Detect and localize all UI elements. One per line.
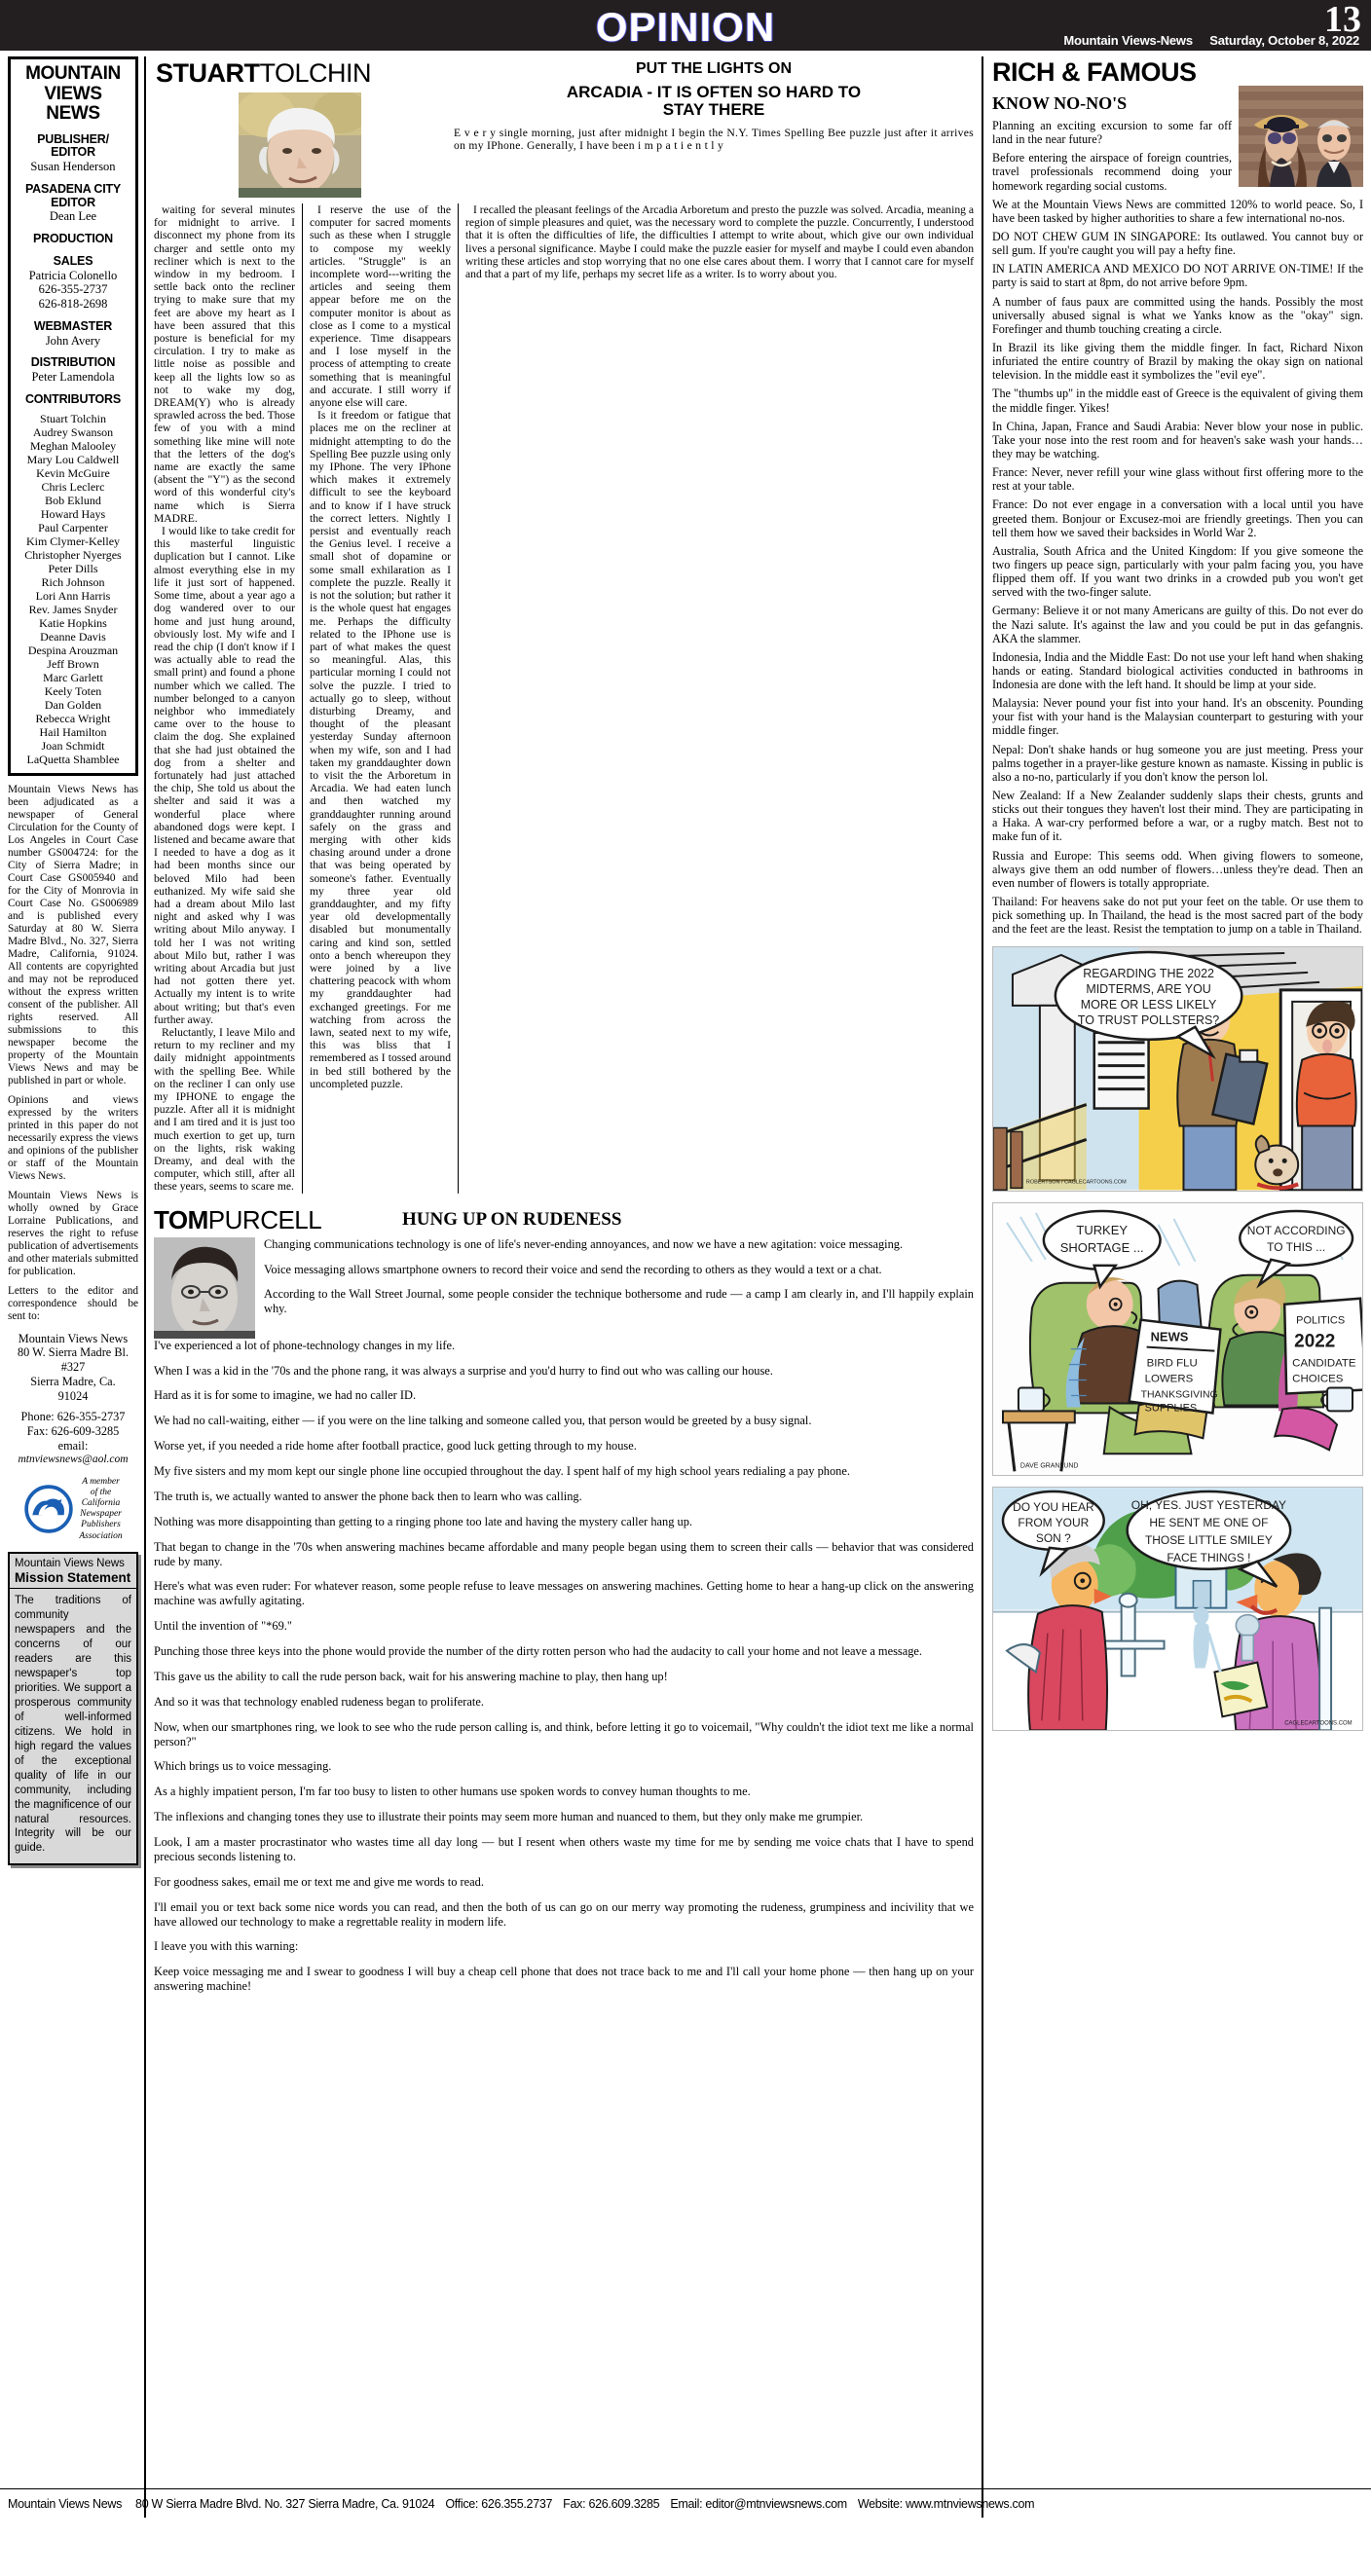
purcell-paragraph: My five sisters and my mom kept our single phone line occupied throughout the day. I spent half of my high school years redialing a pay phone. — [154, 1464, 850, 1479]
contributor-name: Deanne Davis — [40, 630, 106, 644]
publisher-name: Susan Henderson — [30, 160, 116, 174]
masthead-title-box — [8, 56, 138, 776]
tolchin-column-2 — [302, 203, 458, 1194]
purcell-byline-last: PURCELL — [207, 1204, 322, 1234]
tolchin-paragraph: I would like to take credit for this masterful linguistic duplication but I cannot. Like almost everything else in my life it just sort of happened. Some time, about a year ago a dog wandered over to our home and just hung around, obviously lost. My wife and I read the chip (I don't know if I was actually able to read the small print) and found a phone number which we called. The number belonged to a canyon neighbor who immediately came over to the house to claim the dog. She explained that she had just obtained the dog from a shelter and fortunately had just attached the chip, She told us about the shelter and said it was a wonderful place where abandoned dogs were kept. I listened and became aware that I needed to have a dog as it had been months since our beloved Milo had been euthanized. My wife said she had a dream about Milo last night and asked why I was writing about Milo anyway. I told her I was not writing about Milo but, rather I was writing about Arcadia but just had not gotten there yet. Actually my intent is to write about writing; but that's even further away. — [154, 525, 295, 1026]
rich-famous-couple-photo — [1239, 86, 1363, 187]
pollster-cartoon-signature: ROBERTSON / CAGLECARTOONS.COM — [1025, 1179, 1127, 1186]
tolchin-paragraph: waiting for several minutes for midnight to arrive. I disconnect my phone from its charger and settle onto my recliner which is next to the window in my bedroom. I settle back onto the recliner trying to make sure that my feet are above my heart as I have been assured that this posture is beneficial for my circulation. I try to make as little noise as possible and keep all the lights low so as not to wake my dog, DREAM(Y) who is already sprawled across the bed. Those few of you with a mind something like mine will note that the letters of the dog's name are exactly the same (absent the "Y") as the second word of this wonderful city's name which is Sierra MADRE. — [154, 203, 295, 525]
purcell-paragraph: Look, I am a master procrastinator who wastes time all day long — but I resent when others waste my time for me by sending me voice chats that I have to spend precious seconds listening to. — [154, 1835, 974, 1863]
tolchin-kicker: PUT THE LIGHTS ON — [636, 60, 792, 77]
rich-famous-paragraph: Germany: Believe it or not many Americans are guilty of this. Do not ever do the Nazi salute. It's against the law and you could be put in das gefangnis. AKA the slammer. — [992, 604, 1363, 645]
footer-fax: Fax: 626.609.3285 — [563, 2496, 660, 2511]
legal-notice — [8, 784, 138, 1322]
tolchin-column-3 — [458, 203, 974, 1194]
purcell-byline — [154, 1204, 383, 1234]
rich-famous-paragraph: Nepal: Don't shake hands or hug someone you are just meeting. Press your palms together in a prayer-like gesture known as namaste. Kissing in public is also a no-no, particularly if you don't know the person lol. — [992, 742, 1363, 784]
turkey-shortage-cartoon — [992, 1202, 1363, 1476]
svg-text:OH, YES. JUST YESTERDAY: OH, YES. JUST YESTERDAY — [1130, 1497, 1287, 1512]
pasadena-editor-label-line2: EDITOR — [51, 195, 95, 209]
cnpa-line: Publishers — [81, 1520, 121, 1530]
tolchin-byline-last: TOLCHIN — [259, 58, 372, 88]
cnpa-line: California — [81, 1497, 121, 1508]
purcell-paragraph: That began to change in the '70s when answering machines became affordable and many people began using them to screen their calls — behavior that was considered rude by many. — [154, 1539, 974, 1568]
svg-text:TO THIS ...: TO THIS ... — [1267, 1239, 1326, 1254]
contributor-name: Despina Arouzman — [27, 644, 119, 658]
contributor-name: Katie Hopkins — [39, 616, 107, 631]
svg-text:SHORTAGE ...: SHORTAGE ... — [1059, 1239, 1144, 1255]
tolchin-byline-first: STUART — [156, 58, 260, 88]
contributor-name: Chris Leclerc — [41, 479, 105, 494]
rich-famous-paragraph: New Zealand: If a New Zealander suddenly slaps their chests, grunts and sticks out their tongues they haven't lost their mind. They are participating in a Haka. A war-cry performed before a war, or a rugby match. Best not to make fun of it. — [992, 789, 1363, 844]
rich-famous-paragraph: Planning an exciting excursion to some far off land in the near future? — [992, 119, 1232, 147]
purcell-paragraph: Nothing was more disappointing than getting to a ringing phone too late and having the mystery caller hang up. — [154, 1514, 692, 1528]
svg-text:THANKSGIVING: THANKSGIVING — [1140, 1389, 1218, 1401]
purcell-paragraph: Changing communications technology is one of life's never-ending annoyances, and now we have a new agitation: voice messaging. — [264, 1236, 904, 1251]
svg-text:MORE OR LESS LIKELY: MORE OR LESS LIKELY — [1080, 998, 1217, 1012]
rich-famous-paragraph: France: Do not ever engage in a conversation with a local until you have greeted them. Bonjour or Excusez-moi are friendly greetings. Then you can tell them how we saved their backsides in World War 2. — [992, 497, 1363, 539]
svg-text:SON ?: SON ? — [1035, 1530, 1071, 1545]
purcell-body-text — [154, 1339, 974, 1994]
svg-text:LOWERS: LOWERS — [1144, 1373, 1194, 1385]
tolchin-paragraph: Is it freedom or fatigue that places me on the recliner at midnight attempting to do the Spelling Bee puzzle using only my IPhone. The very IPhone which makes it extremely difficult to see the keyboard and to know if I have struck the correct letters. Nightly I persist and eventually reach the Genius level. I receive a small shot of dopamine or some small exhilaration as I complete the puzzle. Really it is not the solution; but rather it is the whole quest hat engages me. Perhaps the difficulty related to the IPhone use is part of what makes the quest so meaningful. Alas, this particular morning I could not solve the puzzle. I tried to actually go to sleep, without disturbing Dreamy, and thought of the pleasant yesterday Sunday afternoon when my wife, son and I had taken my granddaughter down to visit the the Arboretum in Arcadia. We had eaten lunch and then watched my granddaughter running around safely on the grass and merging with other kids chasing around under a drone that was being operated by someone's father. Eventually my three year old granddaughter, and my fifty year old developmentally disabled but monumentally caring and kind son, settled onto a bench whereupon they were joined by a live chattering peacock with whom my granddaughter had exchanged greetings. For me watching from across the lawn, seated next to my wife, this was bliss that I remembered as I tossed around in bed still bothered by the uncompleted puzzle. — [310, 409, 451, 1090]
address-line: #327 — [60, 1360, 86, 1375]
address-line: Sierra Madre, Ca. — [30, 1374, 116, 1388]
legal-paragraph: Letters to the editor and correspondence should be sent to: — [8, 1284, 138, 1322]
rich-famous-paragraph: Indonesia, India and the Middle East: Do not use your left hand when shaking hands or eating. Standard biological activities conducted in bathrooms in Indonesia are done with the left hand. It should be limp at your side. — [992, 649, 1363, 692]
svg-text:HE SENT ME ONE OF: HE SENT ME ONE OF — [1149, 1515, 1269, 1529]
contributor-name: Jeff Brown — [47, 657, 99, 672]
smiley-cartoon-signature: CAGLECARTOONS.COM — [1284, 1720, 1352, 1727]
rich-famous-paragraph: Australia, South Africa and the United Kingdom: If you give someone the two fingers up peace sign, particularly with your palm facing you, you have flipped them off. If you want two drinks in a crowded pub you won't get served with the two-finger salute. — [992, 543, 1363, 600]
address-line: Mountain Views News — [18, 1331, 129, 1345]
purcell-paragraph: And so it was that technology enabled rudeness began to proliferate. — [154, 1694, 484, 1709]
sales-phone-2: 626-818-2698 — [38, 297, 108, 312]
purcell-paragraph: Keep voice messaging me and I swear to goodness I will buy a cheap cell phone that does not trace back to me and I'll call your home phone — then hang up on your answering machine! — [154, 1965, 974, 1994]
svg-text:CANDIDATE: CANDIDATE — [1292, 1357, 1356, 1370]
contributor-name: Keely Toten — [44, 684, 102, 699]
rich-famous-paragraph: A number of faus paux are committed using the hands. Possibly the most universally abused signal is what we Yanks know as the "okay" sign. Forefinger and thumb touching creating a circle. — [992, 294, 1363, 336]
purcell-intro-text — [264, 1237, 974, 1339]
cnpa-line: of the — [90, 1487, 112, 1497]
rich-famous-paragraph: Before entering the airspace of foreign countries, travel professionals recommend doing your homework regarding social customs. — [992, 151, 1232, 193]
svg-text:2022: 2022 — [1294, 1331, 1336, 1352]
cnpa-line: A member — [82, 1476, 120, 1487]
footer-email[interactable]: Email: editor@mtnviewsnews.com — [670, 2496, 847, 2511]
purcell-paragraph: The truth is, we actually wanted to answer the phone back then to learn who was calling. — [154, 1489, 582, 1503]
contributor-name: Dan Golden — [44, 698, 102, 713]
mission-body: The traditions of community newspapers and the concerns of our readers are this newspaper's top priorities. We support a prosperous community of well-informed citizens. We hold in high regard the values of the exceptional quality of life in our community, including the magnificence of our natural resources. Integrity will be our guide. — [10, 1588, 136, 1863]
purcell-paragraph: I've experienced a lot of phone-technology changes in my life. — [154, 1338, 456, 1352]
contributor-name: Mary Lou Caldwell — [26, 452, 120, 466]
purcell-paragraph: This gave us the ability to call the rude person back, wait for his answering machine to play, then hang up! — [154, 1669, 668, 1683]
masthead-column — [8, 56, 144, 2518]
page-body — [0, 51, 1371, 2518]
tolchin-headline-line1: ARCADIA - IT IS OFTEN SO HARD TO — [566, 83, 862, 101]
fax-number: Fax: 626-609-3285 — [26, 1424, 120, 1439]
contributor-name: Paul Carpenter — [38, 520, 108, 534]
svg-text:TO TRUST POLLSTERS?: TO TRUST POLLSTERS? — [1077, 1013, 1220, 1028]
cnpa-membership — [8, 1477, 138, 1542]
mission-title-line2: Mission Statement — [15, 1569, 131, 1585]
right-column — [982, 56, 1363, 2518]
svg-text:DO YOU HEAR: DO YOU HEAR — [1013, 1499, 1094, 1514]
sales-phone-1: 626-355-2737 — [38, 282, 108, 297]
header-publication: Mountain Views-News — [1063, 33, 1193, 48]
footer-office: Office: 626.355.2737 — [445, 2496, 553, 2511]
contributor-name: Kevin McGuire — [36, 465, 110, 480]
cnpa-line: Association — [79, 1530, 123, 1541]
contributor-name: Hail Hamilton — [39, 725, 107, 740]
pasadena-editor-label-line1: PASADENA CITY — [24, 181, 122, 196]
contributor-name: Peter Dills — [48, 561, 98, 575]
svg-text:NOT ACCORDING: NOT ACCORDING — [1246, 1223, 1346, 1237]
purcell-article-header — [154, 1204, 974, 1234]
page-number: 13 — [1324, 0, 1361, 40]
svg-text:SUPPLIES: SUPPLIES — [1144, 1402, 1198, 1415]
masthead-title-line-1: MOUNTAIN — [25, 63, 121, 84]
address-line: 91024 — [57, 1388, 89, 1403]
page-title: OPINION — [595, 4, 776, 50]
stuart-tolchin-portrait — [239, 92, 361, 198]
svg-text:FACE THINGS !: FACE THINGS ! — [1167, 1550, 1251, 1564]
purcell-paragraph: Until the invention of "*69." — [154, 1619, 292, 1634]
rich-famous-paragraph: In Brazil its like giving them the middle finger. In fact, Richard Nixon infuriated the entire country of Brazil by making the okay sign on national television. In the middle east it symbolizes the "evil eye". — [992, 340, 1363, 383]
tolchin-column-1 — [154, 203, 302, 1194]
svg-text:REGARDING THE 2022: REGARDING THE 2022 — [1083, 967, 1214, 981]
contributor-name: Meghan Malooley — [29, 438, 117, 453]
purcell-paragraph: As a highly impatient person, I'm far too busy to listen to other humans use spoken words to convey human thoughts to me. — [154, 1785, 751, 1799]
purcell-paragraph: When I was a kid in the '70s and the phone rang, it was always a surprise and you'd hurry to find out who was calling our house. — [154, 1363, 773, 1378]
purcell-paragraph: I leave you with this warning: — [154, 1939, 299, 1954]
phone-number: Phone: 626-355-2737 — [20, 1410, 126, 1424]
svg-text:THOSE LITTLE SMILEY: THOSE LITTLE SMILEY — [1144, 1532, 1273, 1547]
address-line: 80 W. Sierra Madre Bl. — [17, 1345, 130, 1360]
pollster-cartoon — [992, 946, 1363, 1191]
tolchin-paragraph: I reserve the use of the computer for sacred moments such as these when I struggle to compose my weekly articles. "Struggle" is an incomplete word---writing the articles and seeing them appear before me on the computer monitor is about as close as I come to a mystical experience. Time disappears and I lose myself in the process of attempting to create something that is meaningful and accurate. I still worry if anyone else will care. — [310, 203, 451, 410]
california-bear-logo-icon — [23, 1484, 74, 1534]
purcell-paragraph: Voice messaging allows smartphone owners to record their voice and send the recording to others as they would a text or a chat. — [264, 1262, 882, 1276]
mission-header — [10, 1554, 136, 1589]
footer-address: 80 W Sierra Madre Blvd. No. 327 Sierra Madre, Ca. 91024 — [135, 2496, 435, 2511]
svg-text:MIDTERMS, ARE YOU: MIDTERMS, ARE YOU — [1086, 982, 1211, 997]
contributor-name: Lori Ann Harris — [35, 588, 111, 603]
sales-name: Patricia Colonello — [28, 268, 118, 282]
publisher-label: PUBLISHER/ EDITOR — [37, 131, 109, 160]
rich-famous-paragraph: We at the Mountain Views News are committed 120% to world peace. So, I have been tasked by higher authorities to share a few international no-nos. — [992, 197, 1363, 225]
contributor-name: Rev. James Snyder — [28, 602, 118, 616]
tolchin-article-columns — [154, 203, 974, 1194]
tolchin-article-header — [154, 56, 974, 198]
tolchin-byline — [156, 60, 446, 87]
svg-text:BIRD FLU: BIRD FLU — [1146, 1357, 1198, 1370]
email-label: email: — [57, 1438, 89, 1453]
purcell-paragraph: For goodness sakes, email me or text me and give me words to read. — [154, 1874, 484, 1889]
contributor-name: Christopher Nyerges — [24, 547, 122, 562]
rich-famous-title: RICH & FAMOUS — [992, 57, 1197, 87]
production-label: PRODUCTION — [32, 232, 114, 246]
purcell-paragraph: I'll email you or text back some nice words you can read, and then the both of us can go on our merry way promoting the rudeness, grumpiness and incivility that we have allowed our technology to make a regrettable reality in modern life. — [154, 1899, 974, 1929]
page-header-bar — [0, 0, 1371, 51]
footer-name: Mountain Views News — [8, 2496, 123, 2511]
contributor-name: Stuart Tolchin — [40, 411, 106, 425]
purcell-paragraph: Here's what was even ruder: For whatever reason, some people refuse to leave messages on answering machines. Getting home to hear a hang-up click on the answering machine was awfully agitating. — [154, 1579, 974, 1608]
center-column — [144, 56, 982, 2518]
tolchin-paragraph: I recalled the pleasant feelings of the Arcadia Arboretum and presto the puzzle was solved. Arcadia, meaning a region of simple pleasures and quiet, was the necessary word to complete the puzzle. Concurrently, I understood that it is often the difficulties of life, the difficulties I attempt to write about, which give our own individual lives a personal significance. Maybe I could make the puzzle easier for myself and maybe I could even abandon writing these articles and stop worrying that no one else cares about them. I worry that I cannot care for myself and that a part of my life, perhaps my secret life as a writer. Is to worry about you. — [465, 203, 974, 281]
turkey-cartoon-signature: DAVE GRANLUND — [1019, 1462, 1079, 1470]
tolchin-headline — [454, 84, 974, 119]
purcell-byline-first: TOM — [154, 1204, 208, 1234]
header-meta — [1050, 33, 1359, 48]
header-date: Saturday, October 8, 2022 — [1209, 33, 1359, 48]
purcell-paragraph: Which brings us to voice messaging. — [154, 1759, 332, 1774]
cnpa-line: Newspaper — [80, 1509, 122, 1520]
tolchin-headline-block — [446, 56, 974, 153]
svg-text:FROM YOUR: FROM YOUR — [1018, 1515, 1090, 1529]
rich-famous-paragraph: In China, Japan, France and Saudi Arabia: Never blow your nose in public. Take your nose into the rest room and for heaven's sake wash your hands… they may be watching. — [992, 419, 1363, 460]
webmaster-label: WEBMASTER — [33, 318, 113, 333]
rich-famous-paragraph: France: Never, never refill your wine glass without first offering more to the rest at your table. — [992, 465, 1363, 494]
purcell-paragraph: Now, when our smartphones ring, we look to see who the rude person calling is, and think, before letting it go to voicemail, "Why couldn't the idiot text me like a normal person?" — [154, 1719, 974, 1748]
svg-text:NEWS: NEWS — [1150, 1329, 1189, 1344]
purcell-paragraph: The inflexions and changing tones they use to illustrate their points may seem more human and nuanced to them, but they only make me grumpier. — [154, 1810, 864, 1824]
pasadena-editor-label — [15, 183, 131, 210]
page-footer — [0, 2488, 1371, 2518]
purcell-paragraph: Punching those three keys into the phone would provide the number of the dirty rotten person who had the audacity to call your home and not leave a message. — [154, 1644, 923, 1659]
rich-famous-paragraph: Russia and Europe: This seems odd. When giving flowers to someone, always give them an odd number of flowers…unless they're dead. Then an even number of flowers is totally appropriate. — [992, 848, 1363, 890]
mission-statement-box — [8, 1552, 138, 1866]
contributor-name: Marc Garlett — [43, 671, 103, 685]
rich-famous-subtitle: KNOW NO-NO'S — [992, 93, 1128, 113]
contributors-list — [15, 412, 131, 767]
contributor-name: Howard Hays — [40, 506, 106, 521]
legal-paragraph: Mountain Views News has been adjudicated as a newspaper of General Circulation for the County of Los Angeles in Court Case number GS004724: for the City of Sierra Madre; in Court Case GS005940 and for the City of Monrovia in Court Case No. GS006989 and is published every Saturday at 80 W. Sierra Madre Blvd., No. 327, Sierra Madre, California, 91024. All contents are copyrighted and may not be reproduced without the express written consent of the publisher. All rights reserved. All submissions to this newspaper become the property of the Mountain Views News and may be published in part or whole. — [8, 784, 138, 1086]
svg-text:CHOICES: CHOICES — [1292, 1373, 1344, 1385]
cnpa-text — [79, 1477, 122, 1542]
smiley-face-cartoon — [992, 1487, 1363, 1731]
contact-block — [8, 1332, 138, 1467]
rich-famous-paragraph: Malaysia: Never pound your fist into your hand. It's an obscenity. Pounding your fist with your hand is the Malaysian counterpart to gesturing with your middle finger. — [992, 696, 1363, 738]
tolchin-paragraph: Reluctantly, I leave Milo and return to my recliner and my daily midnight appointments with the spelling Bee. While on the recliner I can only use my IPHONE to engage the puzzle. After all it is midnight and I am tired and it is just too much exertion to get up, turn on the lights, risk waking Dreamy, and deal with the computer, which still, after all these years, seems to scare me. — [154, 1026, 295, 1194]
pasadena-editor-name: Dean Lee — [49, 209, 97, 224]
mailing-address — [8, 1332, 138, 1404]
rich-famous-paragraph: DO NOT CHEW GUM IN SINGAPORE: Its outlawed. You cannot buy or sell gum. If you're caught you will pay a hefty fine. — [992, 229, 1363, 258]
distribution-name: Peter Lamendola — [31, 370, 115, 385]
sales-label: SALES — [53, 253, 93, 268]
tolchin-headline-line2: STAY THERE — [662, 99, 765, 119]
svg-text:TURKEY: TURKEY — [1076, 1222, 1128, 1237]
webmaster-name: John Avery — [45, 333, 101, 348]
email-address[interactable]: mtnviewsnews@aol.com — [18, 1453, 129, 1465]
tom-purcell-portrait — [154, 1237, 255, 1339]
legal-paragraph: Opinions and views expressed by the writers printed in this paper do not necessarily express the views and opinions of the publisher or staff of the Mountain Views News. — [8, 1093, 138, 1182]
purcell-intro-block — [154, 1237, 974, 1339]
rich-famous-body — [992, 119, 1363, 936]
rich-famous-paragraph: The "thumbs up" in the middle east of Greece is the equivalent of giving them the middle finger. Yikes! — [992, 386, 1363, 415]
svg-text:POLITICS: POLITICS — [1296, 1314, 1346, 1327]
tolchin-opening-text: E v e r y single morning, just after midnight I begin the N.Y. Times Spelling Bee puzzle just after it arrives on my IPhone. Generally, I have been i m p a t i e n t l y — [454, 126, 974, 153]
contributor-name: Joan Schmidt — [41, 739, 105, 754]
masthead-title-line-2: VIEWS — [44, 83, 102, 104]
contributor-name: Rich Johnson — [41, 574, 105, 589]
purcell-article — [154, 1204, 974, 1994]
rich-famous-paragraph: Thailand: For heavens sake do not put your feet on the table. Or use them to pick something up. In Thailand, the head is the most sacred part of the body and the feet are the least. Resist the temptation to jump on a table in Thailand. — [992, 895, 1363, 937]
contributor-name: LaQuetta Shamblee — [26, 753, 120, 767]
distribution-label: DISTRIBUTION — [30, 355, 116, 370]
purcell-paragraph: According to the Wall Street Journal, some people consider the technique bothersome and rude — a camp I am clearly in, and I'll happily explain why. — [264, 1287, 974, 1316]
contributor-name: Rebecca Wright — [35, 712, 111, 726]
contributor-name: Kim Clymer-Kelley — [25, 534, 121, 548]
purcell-paragraph: Hard as it is for some to imagine, we had no caller ID. — [154, 1388, 417, 1403]
contributor-name: Audrey Swanson — [32, 424, 114, 439]
tolchin-byline-block — [154, 56, 446, 198]
masthead-title-line-3: NEWS — [46, 103, 100, 125]
purcell-paragraph: Worse yet, if you needed a ride home after football practice, good luck getting through to my house. — [154, 1439, 637, 1454]
rich-famous-paragraph: IN LATIN AMERICA AND MEXICO DO NOT ARRIVE ON-TIME! If the party is said to start at 8pm, do not arrive before 9pm. — [992, 262, 1363, 290]
contributors-label: CONTRIBUTORS — [24, 391, 122, 406]
purcell-headline: HUNG UP ON RUDENESS — [402, 1208, 622, 1230]
footer-website[interactable]: Website: www.mtnviewsnews.com — [857, 2496, 1035, 2511]
legal-paragraph: Mountain Views News is wholly owned by Grace Lorraine Publications, and reserves the right to refuse publication of advertisements and other materials submitted for publication. — [8, 1189, 138, 1277]
contributor-name: Bob Eklund — [45, 493, 101, 507]
purcell-paragraph: We had no call-waiting, either — if you were on the line talking and someone called you, that person would be greeted by a busy signal. — [154, 1414, 812, 1428]
mission-title-line1: Mountain Views News — [15, 1557, 125, 1569]
